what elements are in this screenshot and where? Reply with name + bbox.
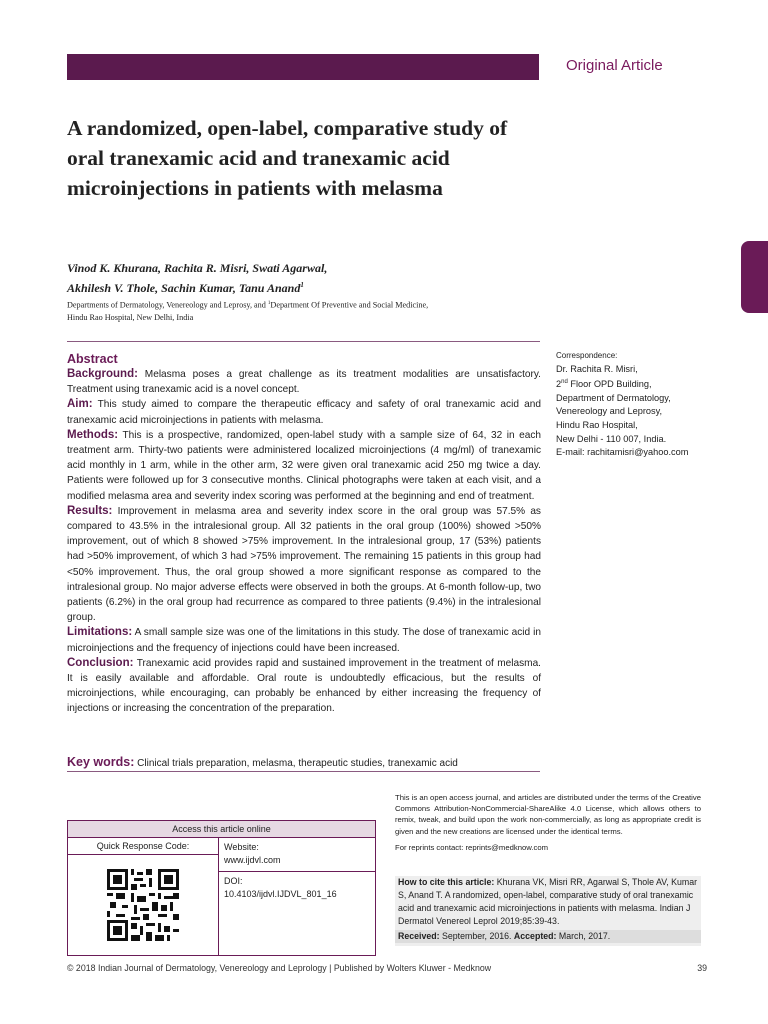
access-online-box xyxy=(67,820,376,956)
affiliations: Departments of Dermatology, Venereology and Leprosy, and $^1$Department Of Preventive and Social Medicine, Hindu Rao Hospital, New Delhi, India xyxy=(67,300,429,322)
header-bar xyxy=(67,54,539,80)
abstract-conclusion: Conclusion: Tranexamic acid provides rapid and sustained improvement in the treatment of melasma. It is easily available and affordable. Oral route is undoubtedly efficacious, but the results of microinjections, while encouraging, can probably be enhanced by either increasing the frequency of injections or increasing the concentration of the preparation. xyxy=(67,656,541,715)
article-title: A randomized, open-label, comparative study of oral tranexamic acid and tranexamic acid microinjections in patients with melasma xyxy=(67,116,508,200)
author-list xyxy=(67,260,537,297)
author-line-1: Vinod K. Khurana, Rachita R. Misri, Swati Agarwal, xyxy=(67,261,328,275)
website-link[interactable]: www.ijdvl.com xyxy=(224,855,281,865)
citation-box xyxy=(395,876,701,946)
qr-code-icon[interactable] xyxy=(107,869,179,941)
correspondence-heading: Correspondence: xyxy=(556,351,618,360)
correspondence-email[interactable]: E-mail: rachitamisri@yahoo.com xyxy=(556,447,689,458)
abstract-limitations: Limitations: A small sample size was one of the limitations in this study. The dose of tranexamic acid in microinjections and the frequency of injections could have been increased. xyxy=(67,626,541,654)
abstract-aim: Aim: This study aimed to compare the therapeutic efficacy and safety of oral tranexamic acid and tranexamic acid microinjections in patients with melasma. xyxy=(67,398,542,426)
qr-label: Quick Response Code: xyxy=(68,838,218,855)
open-access-notice: This is an open access journal, and articles are distributed under the terms of the Creative Commons Attribution-NonCommercial-ShareAlike 4.0 License, which allows others to remix, tweak, and build upon the work non-commercially, as long as appropriate credit is given and the new creations are licensed under the identical terms. For reprints contact: reprints@medknow.com xyxy=(395,793,701,852)
keywords: Key words: Clinical trials preparation, melasma, therapeutic studies, tranexamic acid xyxy=(67,755,458,769)
divider-top xyxy=(67,341,540,342)
doi-label: DOI: xyxy=(224,876,243,886)
website-label: Website: xyxy=(224,842,259,852)
abstract-results: Results: Improvement in melasma area and severity index score in the oral group was 57.5% as compared to 43.5% in the intralesional group. All 32 patients in the oral group (100%) showed >50% improvement, out of which 8 showed >75% improvement. In the intralesional group, 17 (53%) patients had >50% improvement, of which 3 had >75% improvement. The remaining 15 patients in this group had <50% improvement. Thus, the oral group showed a more significant response as compared to the intralesional group. No major adverse effects were observed in both the groups. At 6-month follow-up, two patients (6.2%) in the oral group had recurrence as compared to three patients (9.4%) in the intralesional group. xyxy=(67,504,541,624)
doi-link[interactable]: 10.4103/ijdvl.IJDVL_801_16 xyxy=(224,889,337,899)
page-number: 39 xyxy=(697,963,707,973)
article-type-label: Original Article xyxy=(566,57,663,74)
abstract-methods: Methods: This is a prospective, randomized, open-label study with a sample size of 64, 32 in each treatment arm. Thirty-two patients were administered localized microinjections (4 mg/ml) of tranexamic acid monthly in 1 arm, while in the other arm, 32 were given oral tranexamic acid 250 mg twice a day. Patients were followed up for 3 consecutive months. Clinical photographs were taken at each visit, and a modified melasma area and severity index scoring was performed at the beginning and end of treatment. xyxy=(67,428,541,502)
author-affiliation-marker: 1 xyxy=(300,281,304,289)
access-heading: Access this article online xyxy=(68,821,375,838)
abstract-section xyxy=(67,351,541,717)
side-tab-marker xyxy=(741,241,768,313)
received-accepted-dates: Received: September, 2016. Accepted: March, 2017. xyxy=(395,930,701,943)
citation-text: How to cite this article: Khurana VK, Misri RR, Agarwal S, Thole AV, Kumar S, Anand T. A randomized, open-label, comparative study of oral tranexamic acid and tranexamic acid microinjections in patients with melasma. Indian J Dermatol Venereol Leprol 2019;85:39-43. xyxy=(398,877,698,926)
abstract-heading: Abstract xyxy=(67,352,118,366)
divider-keywords xyxy=(67,771,540,772)
correspondence-block: Correspondence: Dr. Rachita R. Misri, 2nd Floor OPD Building, Department of Dermatology, Venereology and Leprosy, Hindu Rao Hospital, New Delhi - 110 007, India. E-mail: rachitamisri@yahoo.com xyxy=(556,349,736,460)
author-line-2: Akhilesh V. Thole, Sachin Kumar, Tanu Anand$^1$ xyxy=(67,281,304,295)
page-footer xyxy=(67,963,707,973)
abstract-background: Background: Melasma poses a great challenge as its treatment modalities are unsatisfactory. Treatment using tranexamic acid is a novel concept. xyxy=(67,368,541,396)
copyright-text: © 2018 Indian Journal of Dermatology, Venereology and Leprology | Published by Wolters Kluwer - Medknow xyxy=(67,963,492,973)
reprints-contact: For reprints contact: reprints@medknow.com xyxy=(395,842,549,852)
